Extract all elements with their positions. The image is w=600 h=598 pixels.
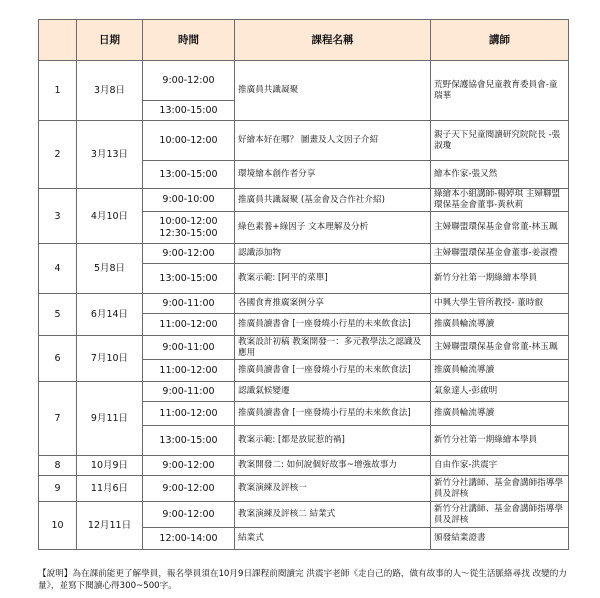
- session-date: 3月13日: [77, 121, 143, 189]
- session-number: 8: [39, 456, 77, 476]
- table-row: [39, 189, 569, 212]
- table-row: [39, 61, 569, 101]
- course-name: 推廣員共識凝聚 (基金會及合作社介紹): [235, 189, 431, 212]
- teacher-name: 綠繪本小組講師-楊婷琪 主婦聯盟環保基金會董事-黃秋莉: [431, 189, 569, 212]
- session-time: 9:00-11:00: [143, 294, 235, 314]
- session-number: 4: [39, 244, 77, 294]
- session-time: 9:00-12:00: [143, 244, 235, 264]
- teacher-name: 主婦聯盟環保基金會常董-林玉珮: [431, 212, 569, 244]
- course-schedule-table: [38, 19, 569, 550]
- course-name: 教案示範: [都是放屁惹的禍]: [235, 426, 431, 456]
- teacher-name: 推廣員輪流導讀: [431, 402, 569, 426]
- teacher-name: 自由作家-洪震宇: [431, 456, 569, 476]
- header-row: [39, 20, 569, 61]
- table-row: [39, 476, 569, 502]
- teacher-name: 中興大學生管所教授- 董時叡: [431, 294, 569, 314]
- table-row: [39, 456, 569, 476]
- table-row: [39, 336, 569, 360]
- session-time: 13:00-15:00: [143, 101, 235, 121]
- course-name: 推廣員讀書會 [一座發燒小行星的未來飲食法]: [235, 360, 431, 382]
- teacher-name: 推廣員輪流導讀: [431, 360, 569, 382]
- course-name: 環境繪本創作者分享: [235, 161, 431, 189]
- teacher-name: 新竹分社講師、基金會講師指導學員及評核: [431, 502, 569, 528]
- course-name: 推廣員共識凝聚: [235, 61, 431, 121]
- session-number: 9: [39, 476, 77, 502]
- session-time: 9:00-11:00: [143, 382, 235, 402]
- session-time: 9:00-12:00: [143, 456, 235, 476]
- table-row: [39, 121, 569, 161]
- course-name: 各國食育推廣案例分享: [235, 294, 431, 314]
- session-time: 10:00-12:00: [143, 121, 235, 161]
- session-time: 9:00-12:00: [143, 502, 235, 528]
- course-name: 綠色素養+綠因子 文本理解及分析: [235, 212, 431, 244]
- course-name: 教案開發二: 如何說個好故事~增強故事力: [235, 456, 431, 476]
- session-time: 12:00-14:00: [143, 528, 235, 550]
- course-name: 教案演練及評核一: [235, 476, 431, 502]
- session-number: 7: [39, 382, 77, 456]
- session-number: 10: [39, 502, 77, 550]
- session-date: 4月10日: [77, 189, 143, 244]
- course-name: 教案示範: [阿平的菜單]: [235, 264, 431, 294]
- session-number: 3: [39, 189, 77, 244]
- session-time: 9:00-11:00: [143, 336, 235, 360]
- course-name: 教案設計初稿 教案開發一：多元教學法之認識及應用: [235, 336, 431, 360]
- table-row: [39, 244, 569, 264]
- col-header-course: 課程名稱: [235, 20, 431, 61]
- session-number: 5: [39, 294, 77, 336]
- explanation-note: 【說明】為在課前能更了解學員，報名學員須在10月9日課程前閱讀完 洪震宇老師《走自己的路，做有故事的人～從生活脈絡尋找 改變的力量》，並寫下閱讀心得300~500字。: [38, 569, 567, 591]
- session-date: 3月8日: [77, 61, 143, 121]
- col-header-teacher: 講師: [431, 20, 569, 61]
- teacher-name: 主婦聯盟環保基金會董事-姜淑禮: [431, 244, 569, 264]
- teacher-name: 新竹分社第一期綠繪本學員: [431, 264, 569, 294]
- course-name: 教案演練及評核二 結業式: [235, 502, 431, 528]
- course-name: 認識氣候變遷: [235, 382, 431, 402]
- teacher-name: 推廣員輪流導讀: [431, 314, 569, 336]
- session-date: 6月14日: [77, 294, 143, 336]
- table-row: [39, 294, 569, 314]
- session-date: 9月11日: [77, 382, 143, 456]
- session-number: 6: [39, 336, 77, 382]
- session-time: 13:00-15:00: [143, 161, 235, 189]
- session-time: 13:00-15:00: [143, 264, 235, 294]
- course-name: 推廣員讀書會 [一座發燒小行星的未來飲食法]: [235, 314, 431, 336]
- session-number: 1: [39, 61, 77, 121]
- table-row: [39, 502, 569, 528]
- session-time: 9:00-12:00: [143, 476, 235, 502]
- session-time: 11:00-12:00: [143, 360, 235, 382]
- teacher-name: 主婦聯盟環保基金會常董-林玉珮: [431, 336, 569, 360]
- session-date: 7月10日: [77, 336, 143, 382]
- session-time: 9:00-12:00: [143, 61, 235, 101]
- teacher-name: 親子天下兒童閱讀研究院院長 -張淑瓊: [431, 121, 569, 161]
- course-name: 好繪本好在哪？ 圖畫及人文因子介紹: [235, 121, 431, 161]
- course-name: 認識添加物: [235, 244, 431, 264]
- course-name: 推廣員讀書會 [一座發燒小行星的未來飲食法]: [235, 402, 431, 426]
- session-date: 12月11日: [77, 502, 143, 550]
- session-number: 2: [39, 121, 77, 189]
- col-header-time: 時間: [143, 20, 235, 61]
- session-date: 5月8日: [77, 244, 143, 294]
- teacher-name: 荒野保護協會兒童教育委員會-童瑞華: [431, 61, 569, 121]
- session-time: 13:00-15:00: [143, 426, 235, 456]
- session-date: 11月6日: [77, 476, 143, 502]
- col-header-date: 日期: [77, 20, 143, 61]
- session-date: 10月9日: [77, 456, 143, 476]
- table-row: [39, 382, 569, 402]
- col-header-index: [39, 20, 77, 61]
- schedule-body: [39, 61, 569, 550]
- session-time: 10:00-12:00 12:30-15:00: [143, 212, 235, 244]
- session-time: 11:00-12:00: [143, 314, 235, 336]
- teacher-name: 新竹分社第一期綠繪本學員: [431, 426, 569, 456]
- teacher-name: 新竹分社講師、基金會講師指導學員及評核: [431, 476, 569, 502]
- teacher-name: 氣象達人-彭啟明: [431, 382, 569, 402]
- teacher-name: 繪本作家-張又然: [431, 161, 569, 189]
- session-time: 11:00-12:00: [143, 402, 235, 426]
- teacher-name: 頒發結業證書: [431, 528, 569, 550]
- course-name: 結業式: [235, 528, 431, 550]
- session-time: 9:00-10:00: [143, 189, 235, 212]
